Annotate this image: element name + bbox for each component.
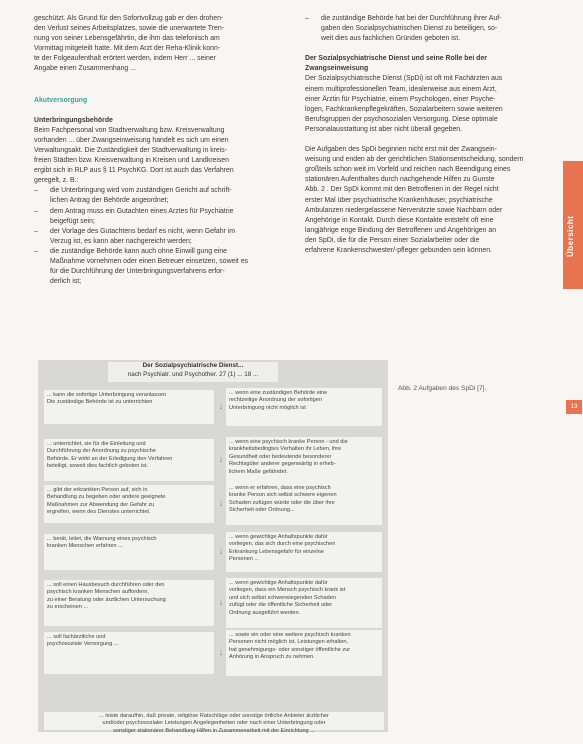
text-line: ergreifen, wenn des Dienstes unterrichtet. xyxy=(47,509,151,516)
text-line: zu einer Beratung oder ärztlichen Untersuchung xyxy=(47,596,166,603)
arrow-down-icon: ↓ xyxy=(218,647,224,657)
bullet-dash: – xyxy=(34,247,38,255)
text-line: ... soll fachärztliche und xyxy=(47,634,106,640)
text-line: die Unterbringung wird vom zuständigen Gericht auf schrift- xyxy=(50,187,232,195)
text-line: ... berät, leitet, die Warnung eines psychisch xyxy=(47,536,157,542)
text-line: Angabe einen Zusammenhang ... xyxy=(34,65,136,73)
text-line: gaben den Sozialpsychiatrischen Dienst zu beteiligen, so- xyxy=(321,25,498,33)
text-line: lichen Antrag der Behörde angeordnet; xyxy=(50,197,169,205)
text-line: Vormittag mitgeteilt hatte. Mit dem Arzt der Reha-Klinik konn- xyxy=(34,45,221,53)
section-heading xyxy=(305,54,556,74)
text-line: krankheitsbedingtes Verhalten ihr Leben, ihre xyxy=(229,446,342,453)
figure-right-box xyxy=(226,483,382,525)
intro-paragraph xyxy=(34,14,292,75)
text-line: Anhörung in Anspruch zu nehmen. xyxy=(229,654,315,661)
bullet-dash: – xyxy=(34,207,38,215)
text-line: der Vorlage des Gutachtens bedarf es nicht, wenn Gefahr im xyxy=(50,227,236,235)
text-line: nung von seiner Lebensgefährtin, die ihm das telefonisch am xyxy=(34,35,220,43)
left-column xyxy=(34,14,292,287)
text-line: zufügt oder die öffentliche Sicherheit oder xyxy=(229,602,333,609)
text-line: den SpDi, die für die Person einer Sozialarbeiter oder die xyxy=(305,236,480,244)
text-line: ... unterrichtet, sie für die Einleitung und xyxy=(47,441,146,447)
bullet-dash: – xyxy=(305,15,309,22)
sub-heading: Unterbringungsbehörde xyxy=(34,116,113,124)
text-line: vorliegen, dass ein Mensch psychisch krank ist xyxy=(229,587,346,594)
text-line: erster Mal über psychiatrische Krankenhäuser, psychiatrische xyxy=(305,196,493,204)
text-line: Zwangseinweisung xyxy=(305,65,369,73)
figure-title-line: Der Sozialpsychiatrische Dienst... xyxy=(142,362,244,369)
text-line: den Verlust seines Arbeitsplatzes, sowie die unerwartete Tren- xyxy=(34,25,224,33)
text-line: ... sowie ein oder eine weitere psychisch kranken xyxy=(229,632,351,638)
text-line: erfahrene Krankenschwester/-pfleger gebunden sein können. xyxy=(305,246,492,254)
text-line: Der Sozialpsychiatrische Dienst und seine Rolle bei der xyxy=(305,55,487,63)
list-item xyxy=(305,14,556,44)
figure-right-box xyxy=(226,532,382,572)
text-line: Rechtsgüter anderer gegenwärtig in erheb- xyxy=(229,461,336,468)
figure-left-box xyxy=(44,534,214,570)
figure-title xyxy=(108,362,278,382)
text-line: psychisch kranken Menschen auffordern, xyxy=(47,589,149,596)
text-line: Abb. 2 . Der SpDi kommt mit den Betroffenen in der Regel nicht xyxy=(305,186,499,194)
figure-caption: Abb. 2 Aufgaben des SpDi [7]. xyxy=(398,385,487,392)
text-line: einer Ärztin für Psychiatrie, einem Psychologen, einer Psyche- xyxy=(305,95,496,103)
figure-right-box xyxy=(226,630,382,676)
arrow-down-icon: ↓ xyxy=(218,597,224,607)
text-line: großteils schon weit im Vorfeld und reichen nach Beendigung eines xyxy=(305,166,511,174)
text-line: ... wenn er erfahren, dass eine psychisch xyxy=(229,485,331,491)
text-line: beigefügt sein; xyxy=(50,217,95,225)
text-line: Der Sozialpsychiatrische Dienst (SpDi) ist oft mit Fachärzten aus xyxy=(305,75,503,83)
text-line: freien Städten bzw. Kreisverwaltung in Kreisen und Landkreisen xyxy=(34,157,229,165)
bullet-dash: – xyxy=(34,187,38,195)
text-line: und sich selbst schwerwiegenden Schaden xyxy=(229,594,336,601)
text-line: dem Antrag muss ein Gutachten eines Arztes für Psychiatrie xyxy=(50,207,234,215)
right-column xyxy=(305,14,556,256)
text-line: Erkrankung Lebensgefahr für einzelne xyxy=(229,548,324,555)
text-line: Personen nicht möglich ist, Leistungen erhalten, xyxy=(229,639,349,646)
text-line: ... wenn gewichtige Anhaltspunkte dafür xyxy=(229,580,328,586)
text-line: Sicherheit oder Ordnung... xyxy=(229,507,295,514)
figure-right-box xyxy=(226,388,382,426)
section-heading: Akutversorgung xyxy=(34,96,88,104)
text-line: und/oder psychosozialer Leistungen Angelegenheiten oder nach einer Unterbringung oder xyxy=(102,720,326,727)
text-line: zu erscheinen ... xyxy=(47,604,89,611)
text-line: lichem Maße gefährdet. xyxy=(229,468,288,475)
text-line: für die Durchführung der Unterbringungsverfahrens erfor- xyxy=(50,268,225,276)
text-line: Maßnahmen zur Abwendung der Gefahr zu xyxy=(47,501,155,508)
text-line: ergibt sich in RLP aus § 11 PsychKG. Dort ist auch das Verfahren xyxy=(34,167,234,175)
text-line: kranke Person sich selbst schwere eigenen xyxy=(229,492,337,499)
text-line: Ambulanzen niedergelassene Nervenärzte sowie Nachbarn oder xyxy=(305,206,503,214)
list-item xyxy=(34,186,292,206)
text-line: Behandlung zu begeben oder andere geeignete xyxy=(47,494,166,501)
text-line: stationären Aufenthaltes durch nachgehende Hilfen zu Gunste xyxy=(305,176,495,184)
text-line: ... soll einen Hausbesuch durchführen oder den xyxy=(47,582,165,588)
text-line: langjährige enge Bindung der Betroffenen und Angehörigen an xyxy=(305,226,497,234)
list-item xyxy=(34,247,292,287)
arrow-down-icon: ↓ xyxy=(218,401,224,411)
text-line: beteiligt, soweit dies fachlich geboten ist. xyxy=(47,463,149,470)
figure-left-box xyxy=(44,632,214,674)
text-line: Berufsgruppen der psychosozialen Versorgung. Diese optimale xyxy=(305,115,498,123)
text-line: geschützt. Als Grund für den Sofortvollzug gab er den drohen- xyxy=(34,15,224,22)
body-paragraph xyxy=(305,74,556,135)
figure-right-box xyxy=(226,578,382,628)
text-line: die zuständige Behörde kann auch ohne Einwill gung eine xyxy=(50,247,227,255)
text-line: Durchführung der Anordnung zu psychische xyxy=(47,448,156,455)
text-line: Die Aufgaben des SpDi beginnen nicht erst mit der Zwangsein- xyxy=(305,146,497,154)
text-line: einem multiprofessionellen Team, idealerweise aus einem Arzt, xyxy=(305,85,497,93)
bullet-list xyxy=(34,186,292,287)
arrow-down-icon: ↓ xyxy=(218,546,224,556)
body-paragraph xyxy=(305,145,556,256)
list-item xyxy=(34,207,292,227)
text-line: logen, Fachkrankenpflegekräften, Sozialarbeitern sowie weiteren xyxy=(305,105,503,113)
text-line: Ordnung ausgeführt werden. xyxy=(229,609,301,616)
text-line: Schaden zufügen würde oder die über ihre xyxy=(229,499,335,506)
text-line: Unterbringung nicht möglich ist xyxy=(229,404,306,411)
text-line: ... leiste daraufhin, daß private, religiöse Ratschläge oder sonstige örtliche Anbieter ärztlicher xyxy=(99,713,329,719)
text-line: Gesundheit oder bedeutende besonderer xyxy=(229,453,332,460)
text-line: hat genehmigungs- oder sonstiger öffentliche zur xyxy=(229,646,351,653)
list-item xyxy=(34,227,292,247)
text-line: Beim Fachpersonal von Stadtverwaltung bzw. Kreisverwaltung xyxy=(34,126,225,134)
text-line: psychosoziale Versorgung ... xyxy=(47,641,119,648)
text-line: geregelt, z. B.: xyxy=(34,177,79,185)
text-line: Behörde. Er wirkt an der Erledigung den Verfahren xyxy=(47,455,173,462)
text-line: weit dies aus fachlichen Gründen geboten ist. xyxy=(321,35,461,43)
figure-left-box xyxy=(44,485,214,523)
text-line: vorliegen, das sich durch eine psychischen xyxy=(229,541,336,548)
figure-source-line: nach Psychiatr. und Psychother. 27 (1) ... 18 ... xyxy=(127,370,259,378)
text-line: sonstiger stationärer Behandlung Hilfen in Zusammenarbeit mit der Einrichtung ... xyxy=(113,727,315,734)
text-line: Die zuständige Behörde ist zu unterrichten xyxy=(47,399,153,406)
text-line: Verwaltungsakt. Die Zuständigkeit der Stadtverwaltung in kreis- xyxy=(34,146,228,154)
text-line: Verzug ist, es kann aber nachgereicht werden; xyxy=(50,237,192,245)
text-line: kranken Menschen erfahren ... xyxy=(47,543,123,550)
page-number: 13 xyxy=(566,400,582,414)
figure-bottom-box xyxy=(44,712,384,734)
text-line: rechtzeitige Anordnung der sofortigen xyxy=(229,397,322,404)
text-line: weisung und enden ab der gerichtlichen Stationsentscheidung, sondern xyxy=(305,156,524,164)
text-line: die zuständige Behörde hat bei der Durchführung ihrer Auf- xyxy=(321,15,502,22)
text-line: ... wenn eine zuständigen Behörde eine xyxy=(229,390,328,396)
text-line: ... kann die sofortige Unterbringung veranlassen xyxy=(47,392,167,398)
text-line: Angehörige in Kontakt. Durch diese Kontakte entsteht oft eine xyxy=(305,216,494,224)
section-side-tab[interactable] xyxy=(563,161,583,289)
text-line: ... wenn eine psychisch kranke Person - und die xyxy=(229,439,348,445)
text-line: ... wenn gewichtige Anhaltspunkte dafür xyxy=(229,534,328,540)
text-line: Personen ... xyxy=(229,556,260,563)
side-tab-label: Übersicht xyxy=(566,215,575,257)
figure-left-box xyxy=(44,439,214,481)
text-line: te der Folgeaufenthalt erörtert werden, indem Herr ... seiner xyxy=(34,55,216,63)
text-line: vorhanden ... über Zwangseinweisung handelt es sich um einen xyxy=(34,136,229,144)
text-line: derlich ist; xyxy=(50,278,82,286)
text-line: Maßnahme vornehmen oder einen Betreuer einsetzen, soweit es xyxy=(50,257,249,265)
arrow-down-icon: ↓ xyxy=(218,498,224,508)
text-line: Personalausstattung ist aber nicht überall gegeben. xyxy=(305,125,463,133)
arrow-down-icon: ↓ xyxy=(218,454,224,464)
body-paragraph xyxy=(34,126,292,187)
figure-left-box xyxy=(44,580,214,626)
figure-left-box xyxy=(44,390,214,424)
bullet-dash: – xyxy=(34,227,38,235)
figure-right-box xyxy=(226,437,382,483)
text-line: ... gibt der erkrankten Person auf, sich in xyxy=(47,487,148,493)
